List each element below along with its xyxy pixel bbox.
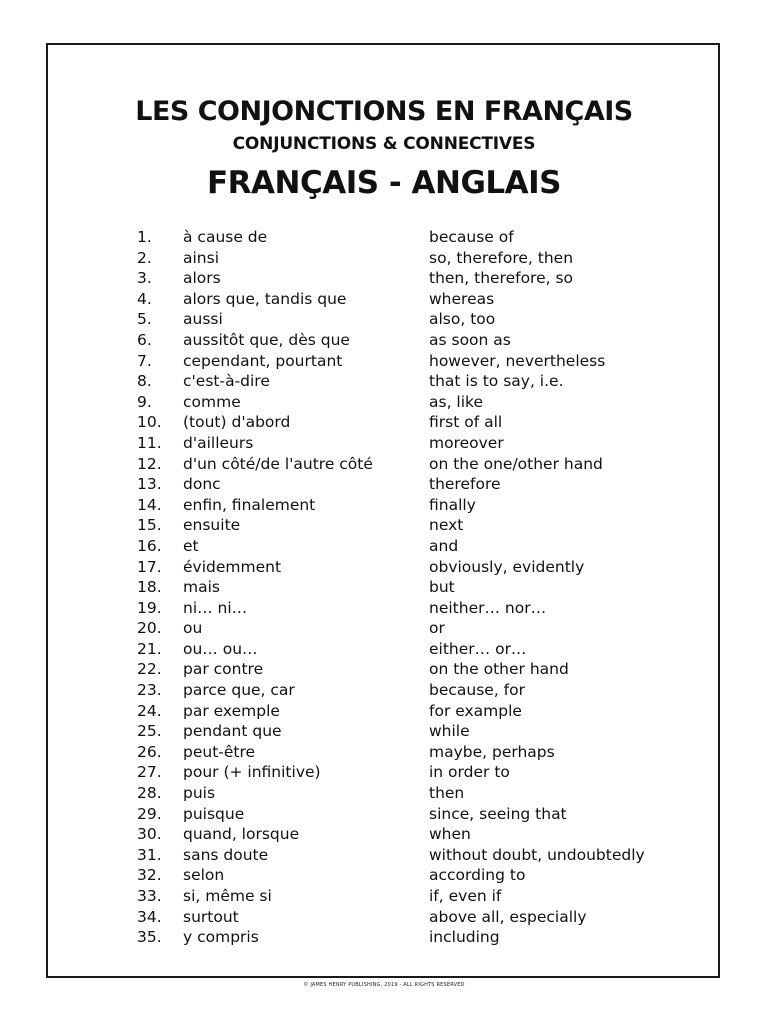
entry-number: 21. xyxy=(137,639,162,658)
english-translation: and xyxy=(429,536,459,555)
english-translation: when xyxy=(429,825,471,844)
french-term: ainsi xyxy=(183,248,220,267)
list-item xyxy=(137,598,697,619)
english-translation: as, like xyxy=(429,392,484,411)
list-item xyxy=(137,454,697,475)
entry-number: 20. xyxy=(137,619,162,638)
french-term: pour (+ infinitive) xyxy=(183,763,321,782)
conjunction-list xyxy=(137,227,697,948)
list-item xyxy=(137,701,697,722)
french-term: cependant, pourtant xyxy=(183,351,343,370)
french-term: par exemple xyxy=(183,701,280,720)
english-translation: obviously, evidently xyxy=(429,557,585,576)
entry-number: 24. xyxy=(137,701,162,720)
french-term: évidemment xyxy=(183,557,282,576)
entry-number: 7. xyxy=(137,351,152,370)
english-translation: then xyxy=(429,784,465,803)
entry-number: 17. xyxy=(137,557,162,576)
french-term: d'ailleurs xyxy=(183,433,254,452)
list-item xyxy=(137,659,697,680)
list-item xyxy=(137,227,697,248)
english-translation: while xyxy=(429,722,470,741)
english-translation: neither… nor… xyxy=(429,598,547,617)
entry-number: 3. xyxy=(137,269,152,288)
entry-number: 27. xyxy=(137,763,162,782)
french-term: pendant que xyxy=(183,722,282,741)
french-term: peut-être xyxy=(183,742,256,761)
english-translation: then, therefore, so xyxy=(429,269,574,288)
french-term: aussitôt que, dès que xyxy=(183,330,350,349)
english-translation: according to xyxy=(429,866,526,885)
copyright-footer: © JAMES HENRY PUBLISHING, 2019 - ALL RIGHTS RESERVED xyxy=(303,982,465,988)
english-translation: that is to say, i.e. xyxy=(429,372,564,391)
french-term: enfin, finalement xyxy=(183,495,316,514)
entry-number: 31. xyxy=(137,845,162,864)
french-term: ou xyxy=(183,619,203,638)
english-translation: also, too xyxy=(429,310,496,329)
entry-number: 1. xyxy=(137,228,152,246)
english-translation: so, therefore, then xyxy=(429,248,574,267)
list-item xyxy=(137,392,697,413)
entry-number: 4. xyxy=(137,289,152,308)
entry-number: 32. xyxy=(137,866,162,885)
list-item xyxy=(137,577,697,598)
list-item xyxy=(137,865,697,886)
english-translation: maybe, perhaps xyxy=(429,742,555,761)
english-translation: therefore xyxy=(429,475,501,494)
french-term: c'est-à-dire xyxy=(183,372,270,391)
entry-number: 28. xyxy=(137,784,162,803)
list-item xyxy=(137,248,697,269)
french-term: (tout) d'abord xyxy=(183,413,291,432)
entry-number: 29. xyxy=(137,804,162,823)
list-item xyxy=(137,371,697,392)
english-translation: on the one/other hand xyxy=(429,454,603,473)
list-item xyxy=(137,474,697,495)
list-item xyxy=(137,536,697,557)
french-term: d'un côté/de l'autre côté xyxy=(183,454,373,473)
french-term: ni… ni… xyxy=(183,598,248,617)
english-translation: first of all xyxy=(429,413,503,432)
entry-number: 30. xyxy=(137,825,162,844)
list-item xyxy=(137,783,697,804)
english-translation: as soon as xyxy=(429,330,511,349)
entry-number: 23. xyxy=(137,681,162,700)
french-term: quand, lorsque xyxy=(183,825,300,844)
list-item xyxy=(137,351,697,372)
list-item xyxy=(137,309,697,330)
english-translation: for example xyxy=(429,701,522,720)
entry-number: 34. xyxy=(137,907,162,926)
list-item xyxy=(137,742,697,763)
entry-number: 18. xyxy=(137,578,162,597)
french-term: aussi xyxy=(183,310,223,329)
entry-number: 5. xyxy=(137,310,152,329)
entry-number: 16. xyxy=(137,536,162,555)
list-item xyxy=(137,886,697,907)
list-item xyxy=(137,495,697,516)
english-translation: on the other hand xyxy=(429,660,569,679)
english-translation: next xyxy=(429,516,464,535)
english-translation: because of xyxy=(429,228,514,246)
list-item xyxy=(137,639,697,660)
list-item xyxy=(137,927,697,948)
french-term: si, même si xyxy=(183,887,272,905)
french-term: puis xyxy=(183,784,216,803)
english-translation: whereas xyxy=(429,289,495,308)
french-term: donc xyxy=(183,475,221,494)
entry-number: 2. xyxy=(137,248,152,267)
english-translation: finally xyxy=(429,495,476,514)
list-item xyxy=(137,289,697,310)
entry-number: 10. xyxy=(137,413,162,432)
french-term: par contre xyxy=(183,660,264,679)
list-item xyxy=(137,557,697,578)
english-translation: without doubt, undoubtedly xyxy=(429,845,645,864)
list-item xyxy=(137,845,697,866)
page-title: LES CONJONCTIONS EN FRANÇAIS xyxy=(135,96,633,127)
entry-number: 13. xyxy=(137,475,162,494)
entry-number: 6. xyxy=(137,330,152,349)
french-term: ou… ou… xyxy=(183,639,258,658)
entry-number: 12. xyxy=(137,454,162,473)
entry-number: 33. xyxy=(137,887,162,905)
french-term: y compris xyxy=(183,928,259,947)
english-translation: or xyxy=(429,619,445,638)
list-item xyxy=(137,618,697,639)
french-term: puisque xyxy=(183,804,245,823)
entry-number: 19. xyxy=(137,598,162,617)
list-item xyxy=(137,515,697,536)
english-translation: either… or… xyxy=(429,639,527,658)
entry-number: 15. xyxy=(137,516,162,535)
list-item xyxy=(137,412,697,433)
entry-number: 25. xyxy=(137,722,162,741)
entry-number: 22. xyxy=(137,660,162,679)
page-subtitle: CONJUNCTIONS & CONNECTIVES xyxy=(232,134,536,154)
language-heading: FRANÇAIS - ANGLAIS xyxy=(206,165,562,201)
list-item xyxy=(137,330,697,351)
english-translation: but xyxy=(429,578,455,597)
french-term: selon xyxy=(183,866,225,885)
french-term: comme xyxy=(183,392,241,411)
english-translation: if, even if xyxy=(429,887,502,905)
french-term: surtout xyxy=(183,907,239,926)
english-translation: in order to xyxy=(429,763,510,782)
french-term: alors xyxy=(183,269,221,288)
french-term: et xyxy=(183,536,199,555)
french-term: mais xyxy=(183,578,220,597)
english-translation: including xyxy=(429,928,500,947)
english-translation: since, seeing that xyxy=(429,804,567,823)
entry-number: 9. xyxy=(137,392,152,411)
entry-number: 14. xyxy=(137,495,162,514)
french-term: ensuite xyxy=(183,516,241,535)
entry-number: 11. xyxy=(137,433,162,452)
list-item xyxy=(137,804,697,825)
list-item xyxy=(137,762,697,783)
english-translation: however, nevertheless xyxy=(429,351,606,370)
french-term: alors que, tandis que xyxy=(183,289,347,308)
french-term: à cause de xyxy=(183,228,268,246)
list-item xyxy=(137,268,697,289)
entry-number: 26. xyxy=(137,742,162,761)
french-term: sans doute xyxy=(183,845,269,864)
list-item xyxy=(137,433,697,454)
list-item xyxy=(137,680,697,701)
list-item xyxy=(137,824,697,845)
list-item xyxy=(137,907,697,928)
english-translation: because, for xyxy=(429,681,525,700)
entry-number: 35. xyxy=(137,928,162,947)
french-term: parce que, car xyxy=(183,681,295,700)
english-translation: above all, especially xyxy=(429,907,587,926)
list-item xyxy=(137,721,697,742)
entry-number: 8. xyxy=(137,372,152,391)
english-translation: moreover xyxy=(429,433,504,452)
